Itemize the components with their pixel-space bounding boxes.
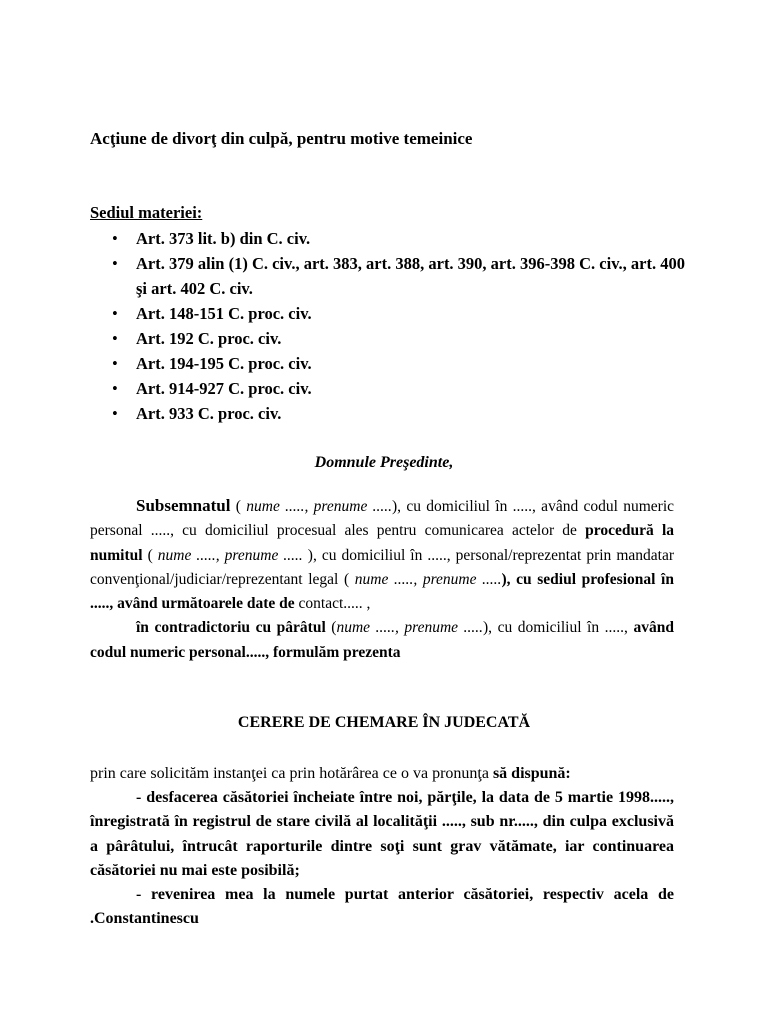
article-text: Art. 192 C. proc. civ. [136,329,282,348]
request-intro: prin care solicităm instanţei ca prin hotărârea ce o va pronunţa [90,765,493,782]
petition-text: contact..... , [294,595,371,613]
petition-text: ), cu sediul profesional în ....., având următoarele date de [90,570,674,613]
document-title: Acţiune de divorţ din culpă, pentru motive temeinice [90,129,473,148]
petition-text: ( [325,619,337,637]
cerere-heading: CERERE DE CHEMARE ÎN JUDECATĂ [237,714,531,731]
bullet-icon: • [112,354,118,373]
placeholder-name: nume ....., [246,498,309,515]
salutation: Domnule Preşedinte, [314,454,454,471]
list-item [90,326,690,351]
bullet-icon: • [112,329,118,348]
procedura-label: procedură la numitul [90,522,674,564]
list-item [90,226,690,251]
placeholder-name: nume ....., prenume ..... [157,546,303,564]
bullet-icon: • [112,404,118,423]
list-item [90,401,690,426]
bullet-icon: • [112,254,118,273]
petition-text: ( [142,546,158,564]
list-item [90,351,690,376]
placeholder-name: prenume ..... [308,498,393,515]
contradictoriu-label: în contradictoriu cu pârâtul [136,619,326,637]
article-text: Art. 148-151 C. proc. civ. [136,304,312,323]
list-item [90,301,690,326]
request-paragraph [90,762,674,931]
list-item [90,376,690,401]
article-text: Art. 373 lit. b) din C. civ. [136,229,311,248]
subsemnatul-label: Subsemnatul [136,496,231,515]
placeholder-name: nume ....., prenume ..... [354,570,502,588]
request-item: - desfacerea căsătoriei încheiate între noi, părţile, la data de 5 martie 1998....., înregistrată în registrul de stare civilă al localităţii ....., sub nr....., din culpa exclusivă a pârâtului, întrucât raporturile dintre soţi sunt grav vătămate, iar continuarea căsătoriei nu mai este posibilă; [90,789,674,879]
article-text: Art. 933 C. proc. civ. [136,404,282,423]
petition-text: ( [230,498,247,515]
article-text: Art. 379 alin (1) C. civ., art. 383, art. 388, art. 390, art. 396-398 C. civ., art. 400 şi art. 402 C. civ. [136,254,685,298]
petition-text: ), cu domiciliul în ....., [483,619,628,637]
petition-paragraph [90,494,674,665]
dispuna-label: să dispună: [492,765,571,782]
sediul-materiei-heading: Sediul materiei: [90,203,203,222]
petition-text: ), cu domiciliul în ....., personal/reprezentat prin mandatar convenţional/judiciar/reprezentant legal ( [90,546,674,588]
list-item [90,251,690,301]
bullet-icon: • [112,379,118,398]
petition-text: ), cu domiciliul în ....., având codul numeric personal ....., cu domiciliul procesual ales pentru comunicarea actelor de [90,498,675,540]
request-item: - revenirea mea la numele purtat anterior căsătoriei, respectiv acela de .Constantinescu [90,886,674,928]
article-list [90,226,690,426]
article-text: Art. 914-927 C. proc. civ. [136,379,312,398]
petition-text: având codul numeric personal....., formulăm prezenta [90,619,674,661]
placeholder-name: nume ....., prenume ..... [336,619,483,637]
bullet-icon: • [112,304,118,323]
article-text: Art. 194-195 C. proc. civ. [136,354,312,373]
bullet-icon: • [112,229,118,248]
